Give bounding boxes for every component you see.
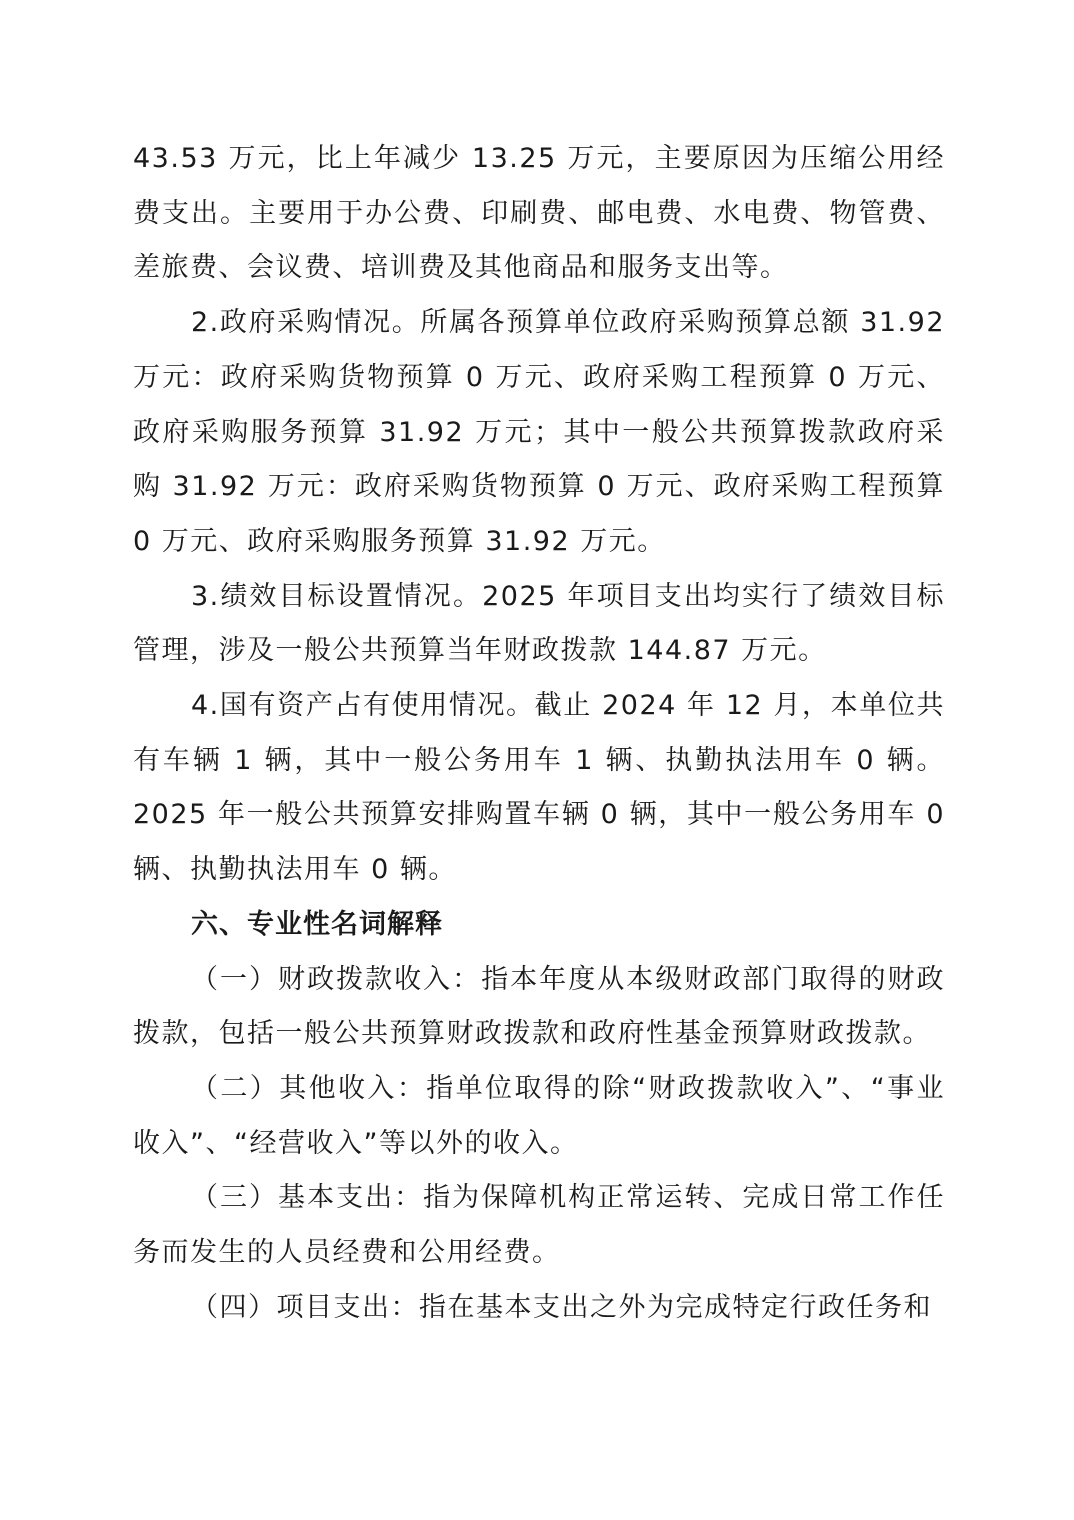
paragraph-term-other-income: （二）其他收入：指单位取得的除“财政拨款收入”、“事业收入”、“经营收入”等以外的收入。 [133, 1072, 945, 1159]
document-body [133, 132, 945, 1335]
section-heading-terminology: 六、专业性名词解释 [191, 908, 443, 940]
paragraph-performance-targets: 3.绩效目标设置情况。2025 年项目支出均实行了绩效目标管理，涉及一般公共预算当年财政拨款 144.87 万元。 [133, 580, 945, 667]
paragraph-public-expense-continued: 43.53 万元，比上年减少 13.25 万元，主要原因为压缩公用经费支出。主要用于办公费、印刷费、邮电费、水电费、物管费、差旅费、会议费、培训费及其他商品和服务支出等。 [133, 143, 945, 284]
paragraph-term-project-expenditure: （四）项目支出：指在基本支出之外为完成特定行政任务和 [191, 1291, 932, 1323]
paragraph-term-basic-expenditure: （三）基本支出：指为保障机构正常运转、完成日常工作任务而发生的人员经费和公用经费。 [133, 1182, 945, 1269]
paragraph-government-procurement: 2.政府采购情况。所属各预算单位政府采购预算总额 31.92 万元：政府采购货物预算 0 万元、政府采购工程预算 0 万元、政府采购服务预算 31.92 万元；其中一般公共预算拨款政府采购 31.92 万元：政府采购货物预算 0 万元、政府采购工程预算 0 万元、政府采购服务预算 31.92 万元。 [133, 307, 945, 557]
paragraph-state-assets: 4.国有资产占有使用情况。截止 2024 年 12 月，本单位共有车辆 1 辆，其中一般公务用车 1 辆、执勤执法用车 0 辆。2025 年一般公共预算安排购置车辆 0 辆，其中一般公务用车 0 辆、执勤执法用车 0 辆。 [133, 690, 945, 886]
paragraph-term-fiscal-appropriation-income: （一）财政拨款收入：指本年度从本级财政部门取得的财政拨款，包括一般公共预算财政拨款和政府性基金预算财政拨款。 [133, 963, 945, 1050]
